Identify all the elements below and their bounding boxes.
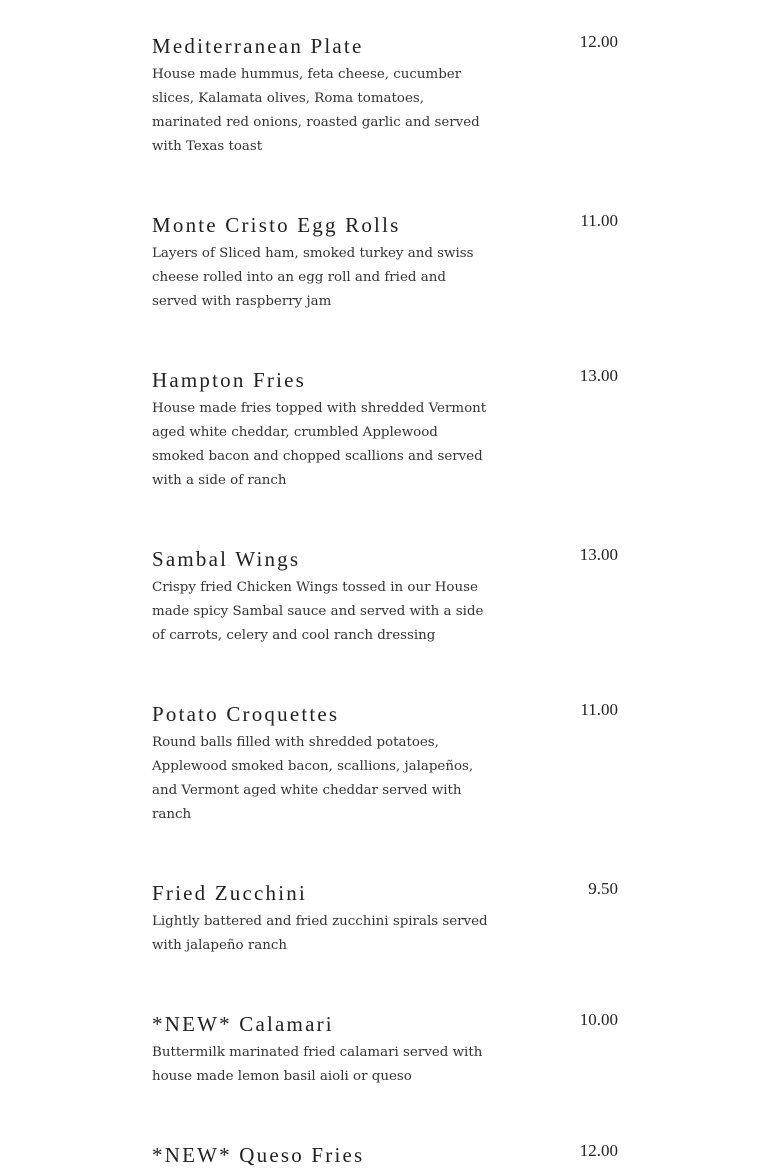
item-name: Sambal Wings bbox=[152, 547, 301, 571]
item-price: 12.00 bbox=[579, 32, 618, 51]
item-name: *NEW* Queso Fries bbox=[152, 1143, 365, 1167]
item-price: 12.00 bbox=[579, 1141, 618, 1160]
item-description: Layers of Sliced ham, smoked turkey and swiss cheese rolled into an egg roll and fried and served with raspberry jam bbox=[152, 246, 474, 309]
item-description: House made hummus, feta cheese, cucumber slices, Kalamata olives, Roma tomatoes, marinated red onions, roasted garlic and served with Texas toast bbox=[152, 67, 480, 154]
item-description: Lightly battered and fried zucchini spirals served with jalapeño ranch bbox=[152, 914, 488, 953]
item-name: Hampton Fries bbox=[152, 368, 307, 392]
item-description: Crispy fried Chicken Wings tossed in our House made spicy Sambal sauce and served with a side of carrots, celery and cool ranch dressing bbox=[152, 580, 484, 643]
item-name: Fried Zucchini bbox=[152, 881, 308, 905]
item-price: 13.00 bbox=[579, 545, 618, 564]
item-description: Buttermilk marinated fried calamari served with house made lemon basil aioli or queso bbox=[152, 1045, 483, 1084]
item-price: 13.00 bbox=[579, 366, 618, 385]
item-price: 11.00 bbox=[580, 211, 618, 230]
item-price: 11.00 bbox=[580, 700, 618, 719]
item-name: Mediterranean Plate bbox=[152, 34, 364, 58]
item-description: House made fries topped with shredded Vermont aged white cheddar, crumbled Applewood smoked bacon and chopped scallions and served with a side of ranch bbox=[152, 401, 487, 488]
item-name: *NEW* Calamari bbox=[152, 1012, 334, 1036]
item-price: 10.00 bbox=[579, 1010, 618, 1029]
item-description: Round balls filled with shredded potatoes, Applewood smoked bacon, scallions, jalapeños, and Vermont aged white cheddar served with ranch bbox=[152, 735, 474, 822]
item-price: 9.50 bbox=[588, 879, 618, 898]
item-name: Potato Croquettes bbox=[152, 702, 340, 726]
item-name: Monte Cristo Egg Rolls bbox=[152, 213, 401, 237]
